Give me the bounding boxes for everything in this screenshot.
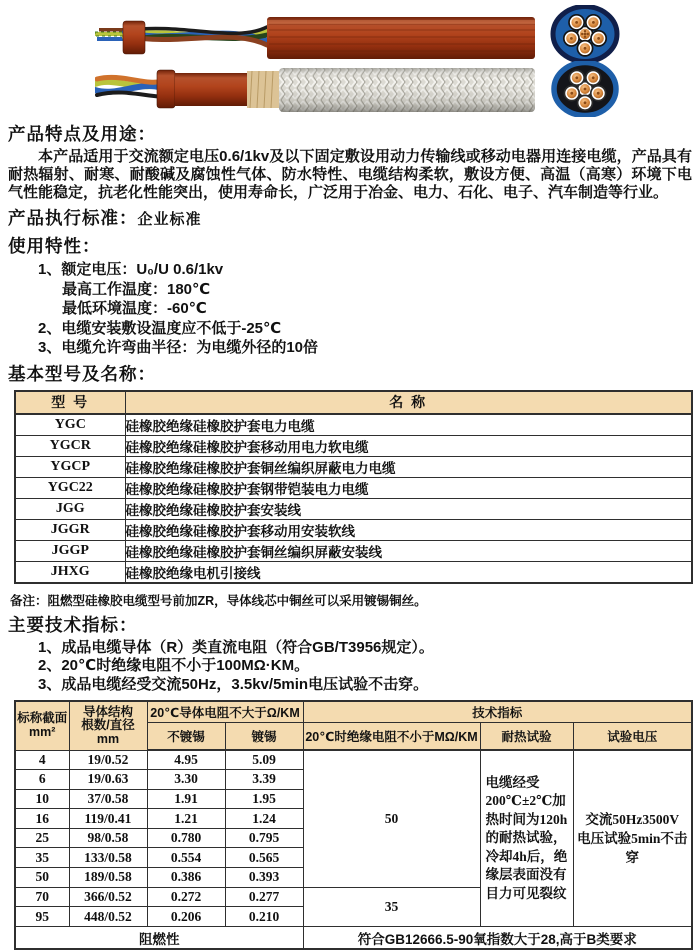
cell-untinned: 0.272 (147, 887, 225, 907)
cell-untinned: 1.21 (147, 809, 225, 829)
cell-untinned: 1.91 (147, 789, 225, 809)
section-title-standard (8, 205, 692, 230)
model-name: 硅橡胶绝缘硅橡胶护套电力电缆 (125, 414, 692, 436)
standard-title: 产品执行标准： (8, 208, 138, 228)
cell-structure: 366/0.52 (69, 887, 147, 907)
tech-item: 2、20℃时绝缘电阻不小于100MΩ·KM。 (38, 657, 310, 674)
technical-data-table (14, 700, 693, 950)
model-code: YGC22 (15, 477, 125, 498)
col-header-conductor-structure (69, 701, 147, 750)
table-row (15, 498, 692, 519)
section-title-features: 产品特点及用途： (8, 124, 156, 144)
col-group-conductor-resistance: 20℃导体电阻不大于Ω/KM (147, 701, 303, 723)
model-code: JGGP (15, 540, 125, 561)
cell-structure: 98/0.58 (69, 828, 147, 848)
model-code: YGCR (15, 435, 125, 456)
model-code: YGCP (15, 456, 125, 477)
cell-insulation-lower: 35 (303, 887, 480, 926)
flame-retardancy-label: 阻燃性 (15, 926, 303, 949)
cell-structure: 119/0.41 (69, 809, 147, 829)
cell-structure: 189/0.58 (69, 868, 147, 888)
cell-untinned: 0.780 (147, 828, 225, 848)
cell-structure: 19/0.63 (69, 770, 147, 790)
flame-retardancy-value: 符合GB12666.5-90氧指数大于28,高于B类要求 (303, 926, 692, 949)
product-photos (0, 0, 700, 118)
col-header-tinned: 镀锡 (225, 723, 303, 751)
cell-tinned: 0.393 (225, 868, 303, 888)
model-name: 硅橡胶绝缘硅橡胶护套钢带铠装电力电缆 (125, 477, 692, 498)
cable-photo-solid-jacket (95, 15, 535, 61)
model-name: 硅橡胶绝缘硅橡胶护套安装线 (125, 498, 692, 519)
model-code: JHXG (15, 561, 125, 583)
cell-section: 25 (15, 828, 69, 848)
col-header-heat-test: 耐热试验 (480, 723, 573, 751)
cell-untinned: 0.386 (147, 868, 225, 888)
bare-wire-tips (95, 28, 125, 41)
inner-sheath (175, 73, 247, 106)
nominal-section-unit: mm² (29, 724, 56, 739)
tech-item: 1、成品电缆导体（R）类直流电阻（符合GB/T3956规定）。 (38, 638, 434, 656)
model-code: JGG (15, 498, 125, 519)
usage-item: 最低环境温度：-60℃ (62, 300, 207, 317)
table-row (15, 519, 692, 540)
models-remark: 备注：阻燃型硅橡胶电缆型号前加ZR，导体线芯中铜丝可以采用镀锡铜丝。 (10, 593, 427, 608)
features-paragraph: 本产品适用于交流额定电压0.6/1kv及以下固定敷设用动力传输线或移动电器用连接电缆，产品具有耐热辐射、耐寒、耐酸碱及腐蚀性气体、防水特性、电缆结构柔软，敷设方便、高温（高寒）环境下电气性能稳定，抗老化性能突出，使用寿命长，广泛用于冶金、电力、石化、电子、汽车制造等行业。 (8, 148, 692, 201)
section-title-usage: 使用特性： (8, 236, 101, 256)
cell-section: 4 (15, 750, 69, 770)
cable-cross-section-black (550, 61, 620, 117)
cell-untinned: 0.206 (147, 907, 225, 927)
tech-table-header-row1 (15, 701, 692, 723)
model-table-header (15, 391, 692, 414)
cell-structure: 19/0.52 (69, 750, 147, 770)
table-row (15, 540, 692, 561)
cell-tinned: 3.39 (225, 770, 303, 790)
cell-section: 10 (15, 789, 69, 809)
model-name: 硅橡胶绝缘硅橡胶护套移动用安装软线 (125, 519, 692, 540)
table-row (15, 750, 692, 770)
table-row (15, 477, 692, 498)
usage-item: 3、电缆允许弯曲半径：为电缆外径的10倍 (38, 339, 319, 356)
col-header-insulation-resistance: 20℃时绝缘电阻不小于MΩ/KM (303, 723, 480, 751)
tech-item: 3、成品电缆经受交流50Hz，3.5kv/5min电压试验不击穿。 (38, 675, 429, 693)
cable-cross-section-blue (550, 5, 620, 63)
cell-tinned: 0.210 (225, 907, 303, 927)
cell-tinned: 5.09 (225, 750, 303, 770)
twisted-cores (125, 27, 267, 45)
cell-section: 35 (15, 848, 69, 868)
usage-item: 2、电缆安装敷设温度应不低于-25℃ (38, 319, 282, 337)
model-name: 硅橡胶绝缘硅橡胶护套铜丝编织屏蔽安装线 (125, 540, 692, 561)
cell-test-voltage (573, 750, 692, 926)
col-header-nominal-section (15, 701, 69, 750)
col-header-test-voltage: 试验电压 (573, 723, 692, 751)
col-group-tech-index: 技术指标 (303, 701, 692, 723)
model-code: JGGR (15, 519, 125, 540)
col-header-untinned: 不镀锡 (147, 723, 225, 751)
structure-unit: mm (96, 731, 120, 746)
section-title-models: 基本型号及名称： (8, 363, 156, 384)
model-table (14, 390, 693, 584)
cell-structure: 37/0.58 (69, 789, 147, 809)
cell-tinned: 0.565 (225, 848, 303, 868)
model-name: 硅橡胶绝缘硅橡胶护套铜丝编织屏蔽电力电缆 (125, 456, 692, 477)
flame-retardancy-row (15, 926, 692, 949)
col-header-model: 型 号 (15, 391, 125, 414)
table-row (15, 435, 692, 456)
section-title-tech: 主要技术指标： (8, 614, 138, 635)
structure-ratio-label: 根数/直径 (81, 718, 135, 732)
cell-section: 6 (15, 770, 69, 790)
test-voltage-line2: 电压试验5min不击穿 (577, 830, 688, 865)
table-row (15, 561, 692, 583)
braided-shield (279, 68, 535, 112)
structure-label: 导体结构 (82, 704, 133, 719)
model-code: YGC (15, 414, 125, 436)
cell-structure: 133/0.58 (69, 848, 147, 868)
cell-tinned: 0.277 (225, 887, 303, 907)
cell-untinned: 0.554 (147, 848, 225, 868)
cell-section: 16 (15, 809, 69, 829)
cell-tinned: 0.795 (225, 828, 303, 848)
cell-insulation-upper: 50 (303, 750, 480, 887)
cell-tinned: 1.95 (225, 789, 303, 809)
cable-jacket (267, 17, 535, 59)
standard-value: 企业标准 (137, 211, 202, 228)
cell-untinned: 3.30 (147, 770, 225, 790)
cell-structure: 448/0.52 (69, 907, 147, 927)
model-name: 硅橡胶绝缘电机引接线 (125, 561, 692, 583)
table-row (15, 414, 692, 436)
cell-untinned: 4.95 (147, 750, 225, 770)
model-name: 硅橡胶绝缘硅橡胶护套移动用电力软电缆 (125, 435, 692, 456)
test-voltage-line1: 交流50Hz3500V (585, 811, 680, 827)
cell-section: 50 (15, 868, 69, 888)
jacket-collar (123, 21, 145, 54)
nominal-section-label: 标称截面 (17, 711, 68, 726)
cell-tinned: 1.24 (225, 809, 303, 829)
cell-heat-test: 电缆经受200℃±2℃加热时间为120h的耐热试验，冷却4h后，绝缘层表面没有目力可见裂纹 (480, 750, 573, 926)
cell-section: 95 (15, 907, 69, 927)
usage-item: 1、额定电压：U₀/U 0.6/1kv (38, 261, 224, 278)
sheath-collar (157, 70, 175, 108)
cable-photo-braided-shield (95, 64, 535, 116)
cell-section: 70 (15, 887, 69, 907)
usage-item: 最高工作温度：180℃ (62, 280, 211, 298)
separator-tape (247, 71, 279, 108)
col-header-name: 名 称 (125, 391, 692, 414)
table-row (15, 456, 692, 477)
